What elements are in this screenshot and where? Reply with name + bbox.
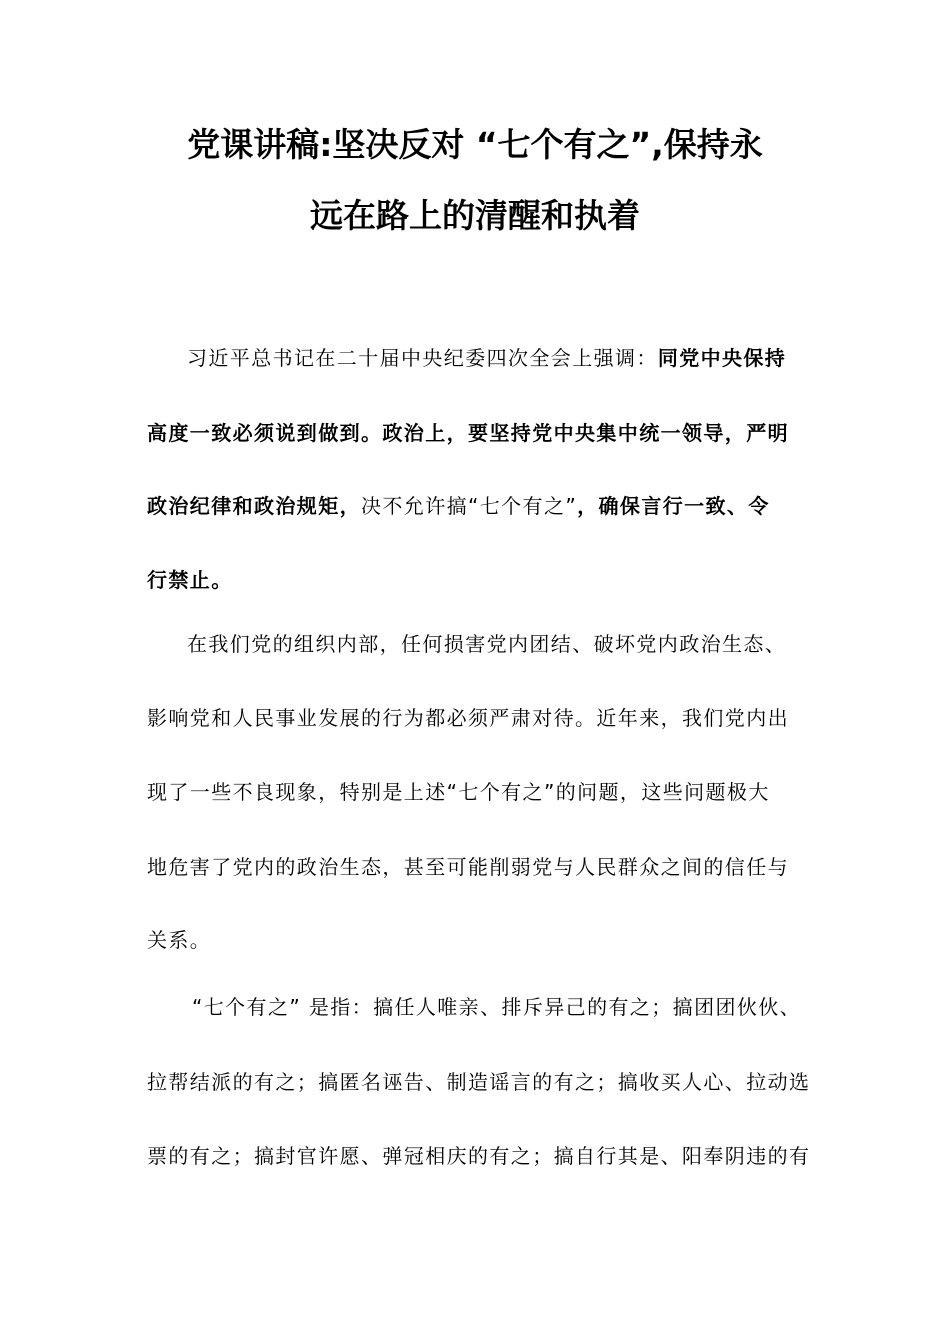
text-run-bold: 高度一致必须说到做到。政治上，要坚持党中央集中统一领导，严明 — [147, 421, 789, 445]
paragraph-1-line-3 — [147, 492, 770, 520]
text-run: 影响党和人民事业发展的行为都必须严肃对待。近年来，我们党内出 — [147, 706, 789, 730]
paragraph-1-line-4 — [147, 566, 233, 594]
text-run-bold: 行禁止。 — [147, 568, 233, 592]
paragraph-3-line-2 — [147, 1068, 810, 1096]
text-run: 决不允许搞“七个有之” — [361, 494, 578, 518]
text-run: 在我们党的组织内部，任何损害党内团结、破坏党内政治生态、 — [187, 632, 787, 656]
text-run: 拉帮结派的有之；搞匿名诬告、制造谣言的有之；搞收买人心、拉动选 — [147, 1070, 811, 1094]
paragraph-2-line-5 — [147, 926, 211, 954]
text-run: 票的有之；搞封官许愿、弹冠相庆的有之；搞自行其是、阳奉阴违的有 — [147, 1144, 811, 1168]
paragraph-2-line-4 — [147, 853, 789, 881]
paragraph-1-line-1 — [187, 344, 786, 372]
title-line-1: 党课讲稿:坚决反对 “七个有之”,保持永 — [187, 125, 763, 164]
text-run-bold: ，确保言行一致、令 — [577, 494, 770, 518]
paragraph-3-line-3 — [147, 1142, 810, 1170]
paragraph-3-line-1 — [192, 993, 801, 1021]
paragraph-2-line-1 — [187, 630, 786, 658]
title-line-2: 远在路上的清醒和执着 — [310, 196, 640, 235]
text-run: 关系。 — [147, 928, 212, 952]
text-run: 现了一些不良现象，特别是上述“七个有之”的问题，这些问题极大 — [147, 780, 770, 804]
text-run: 习近平总书记在二十届中央纪委四次全会上强调： — [187, 346, 658, 370]
paragraph-2-line-2 — [147, 704, 789, 732]
text-run: 地危害了党内的政治生态，甚至可能削弱党与人民群众之间的信任与 — [147, 855, 789, 879]
text-run: “七个有之” 是指：搞任人唯亲、排斥异己的有之；搞团团伙伙、 — [192, 995, 802, 1019]
text-run-bold: 同党中央保持 — [657, 346, 787, 370]
text-run-bold: 政治纪律和政治规矩， — [147, 494, 361, 518]
paragraph-1-line-2 — [147, 419, 789, 447]
paragraph-2-line-3 — [147, 778, 770, 806]
